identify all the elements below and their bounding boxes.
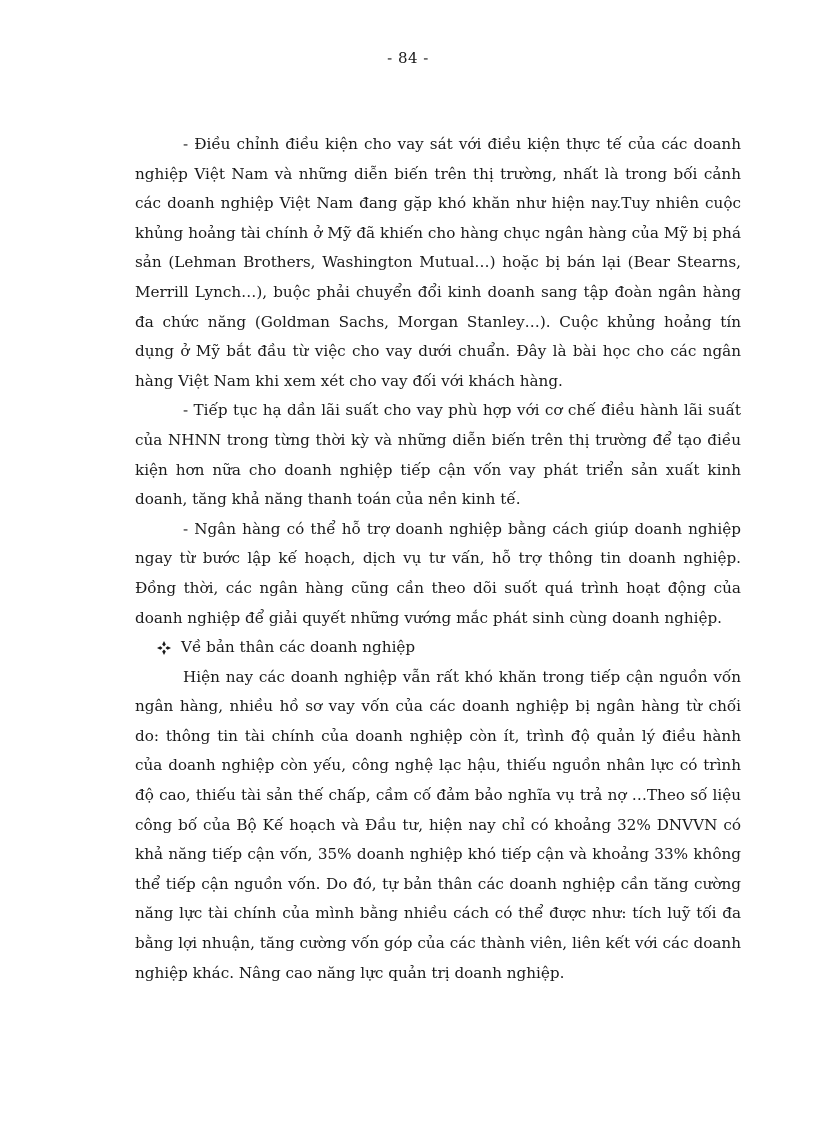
- four-diamond-bullet-icon: [157, 641, 171, 655]
- paragraph-interest-rates: - Tiếp tục hạ dần lãi suất cho vay phù hợp với cơ chế điều hành lãi suất của NHNN trong từng thời kỳ và những diễn biến trên thị trường để tạo điều kiện hơn nữa cho doanh nghiệp tiếp cận vốn vay phát triển sản xuất kinh doanh, tăng khả năng thanh toán của nền kinh tế.: [135, 401, 741, 509]
- section-heading-text: Về bản thân các doanh nghiệp: [181, 638, 416, 657]
- paragraph-enterprise-situation: Hiện nay các doanh nghiệp vẫn rất khó khăn trong tiếp cận nguồn vốn ngân hàng, nhiều hồ sơ vay vốn của các doanh nghiệp bị ngân hàng từ chối do: thông tin tài chính của doanh nghiệp còn ít, trình độ quản lý điều hành của doanh nghiệp còn yếu, công nghệ lạc hậu, thiếu nguồn nhân lực có trình độ cao, thiếu tài sản thế chấp, cầm cố đảm bảo nghĩa vụ trả nợ …Theo số liệu công bố của Bộ Kế hoạch và Đầu tư, hiện nay chỉ có khoảng 32% DNVVN có khả năng tiếp cận vốn, 35% doanh nghiệp khó tiếp cận và khoảng 33% không thể tiếp cận nguồn vốn. Do đó, tự bản thân các doanh nghiệp cần tăng cường năng lực tài chính của mình bằng nhiều cách có thể được như: tích luỹ tối đa bằng lợi nhuận, tăng cường vốn góp của các thành viên, liên kết với các doanh nghiệp khác. Nâng cao năng lực quản trị doanh nghiệp.: [135, 667, 741, 982]
- paragraph-loan-conditions: - Điều chỉnh điều kiện cho vay sát với điều kiện thực tế của các doanh nghiệp Việt Nam và những diễn biến trên thị trường, nhất là trong bối cảnh các doanh nghiệp Việt Nam đang gặp khó khăn như hiện nay.Tuy nhiên cuộc khủng hoảng tài chính ở Mỹ đã khiến cho hàng chục ngân hàng của Mỹ bị phá sản (Lehman Brothers, Washington Mutual…) hoặc bị bán lại (Bear Stearns, Merrill Lynch…), buộc phải chuyển đổi kinh doanh sang tập đoàn ngân hàng đa chức năng (Goldman Sachs, Morgan Stanley…). Cuộc khủng hoảng tín dụng ở Mỹ bắt đầu từ việc cho vay dưới chuẩn. Đây là bài học cho các ngân hàng Việt Nam khi xem xét cho vay đối với khách hàng.: [135, 135, 741, 390]
- section-heading: [135, 633, 741, 663]
- page-number: - 84 -: [387, 49, 429, 67]
- paragraph-bank-support: - Ngân hàng có thể hỗ trợ doanh nghiệp bằng cách giúp doanh nghiệp ngay từ bước lập kế hoạch, dịch vụ tư vấn, hỗ trợ thông tin doanh nghiệp. Đồng thời, các ngân hàng cũng cần theo dõi suốt quá trình hoạt động của doanh nghiệp để giải quyết những vướng mắc phát sinh cùng doanh nghiệp.: [135, 519, 741, 627]
- body-text: [135, 130, 741, 988]
